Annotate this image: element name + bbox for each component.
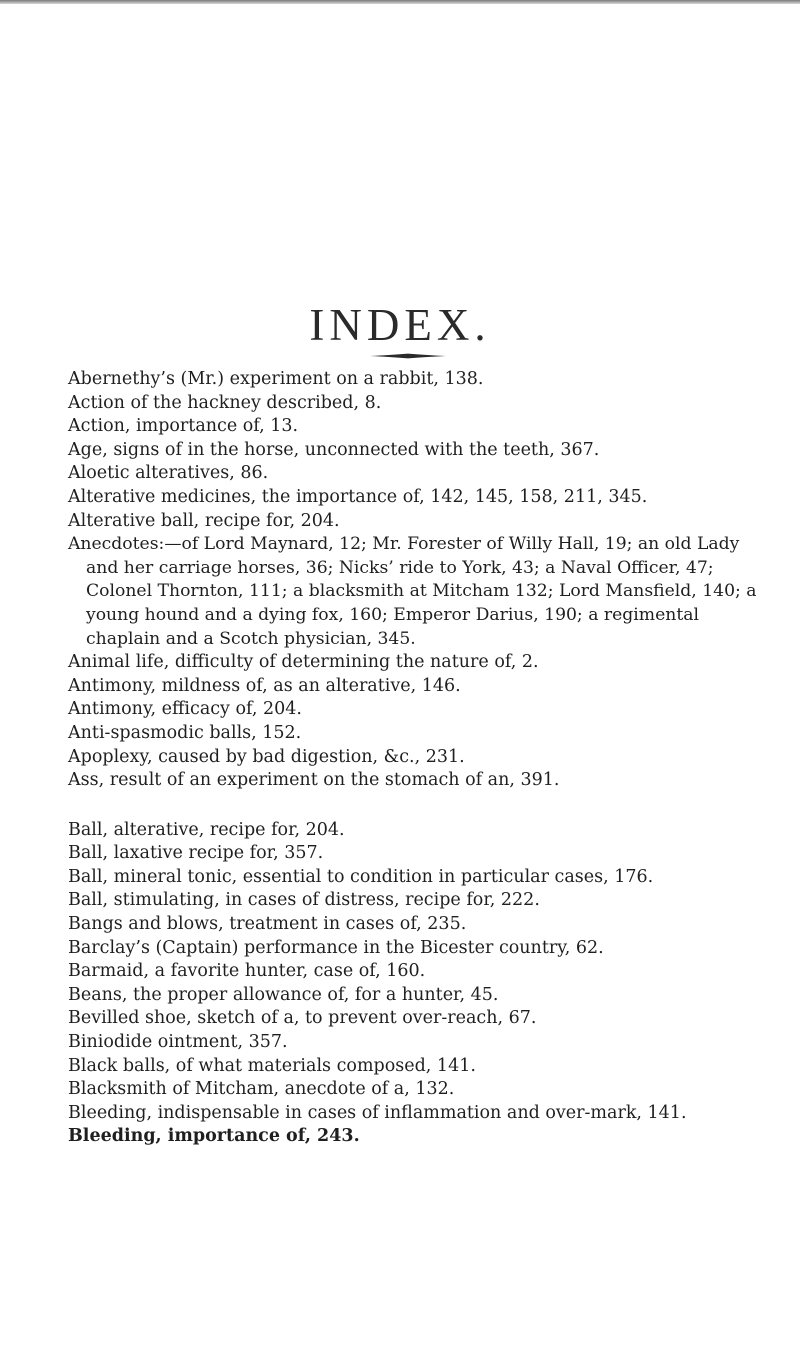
index-entry: Bleeding, indispensable in cases of inflammation and over-mark, 141. (68, 1102, 687, 1123)
index-entry: Antimony, mildness of, as an alterative, 146. (68, 675, 461, 696)
index-entries (68, 368, 758, 1149)
index-entry: Anecdotes:—of Lord Maynard, 12; Mr. Forester of Willy Hall, 19; an old Lady and her carriage horses, 36; Nicks’ ride to York, 43; a Naval Officer, 47; Colonel Thornton, 111; a blacksmith at Mitcham 132; Lord Mansfield, 140; a young hound and a dying fox, 160; Emperor Darius, 190; a regimental chaplain and a Scotch physician, 345. (68, 534, 757, 649)
index-entry: Ball, alterative, recipe for, 204. (68, 819, 345, 840)
index-entry: Bevilled shoe, sketch of a, to prevent over-reach, 67. (68, 1008, 537, 1029)
index-entry: Animal life, difficulty of determining the nature of, 2. (68, 652, 539, 673)
index-entry: Abernethy’s (Mr.) experiment on a rabbit, 138. (68, 369, 484, 389)
index-entry: Ass, result of an experiment on the stomach of an, 391. (68, 770, 560, 791)
index-entry: Barclay’s (Captain) performance in the Bicester country, 62. (68, 937, 604, 958)
index-entry: Barmaid, a favorite hunter, case of, 160. (68, 961, 426, 982)
index-entry: Aloetic alteratives, 86. (68, 463, 269, 484)
index-entry: Blacksmith of Mitcham, anecdote of a, 132. (68, 1079, 455, 1100)
index-entry: Antimony, efficacy of, 204. (68, 699, 302, 720)
index-entry: Ball, mineral tonic, essential to condition in particular cases, 176. (68, 866, 654, 887)
index-entry: Black balls, of what materials composed, 141. (68, 1055, 476, 1076)
index-entry: Apoplexy, caused by bad digestion, &c., 231. (68, 746, 465, 767)
index-entry: Age, signs of in the horse, unconnected with the teeth, 367. (68, 439, 600, 460)
index-entry: Action, importance of, 13. (68, 416, 299, 437)
index-entry: Beans, the proper allowance of, for a hunter, 45. (68, 984, 499, 1005)
index-entry: Bangs and blows, treatment in cases of, 235. (68, 914, 467, 935)
index-entry: Alterative ball, recipe for, 204. (68, 510, 340, 531)
index-group-a (68, 368, 758, 793)
index-group-b (68, 819, 758, 1149)
index-entry: Anti-spasmodic balls, 152. (68, 722, 302, 743)
index-entry: Ball, stimulating, in cases of distress, recipe for, 222. (68, 890, 540, 911)
page-top-edge (0, 0, 800, 4)
index-entry: Ball, laxative recipe for, 357. (68, 843, 324, 864)
index-entry: Action of the hackney described, 8. (68, 392, 382, 413)
ornament-rule (368, 352, 448, 360)
page-title: INDEX. (309, 300, 491, 350)
index-entry: Biniodide ointment, 357. (68, 1032, 288, 1053)
index-entry: Alterative medicines, the importance of, 142, 145, 158, 211, 345. (68, 486, 648, 507)
index-entry: Bleeding, importance of, 243. (68, 1126, 360, 1147)
